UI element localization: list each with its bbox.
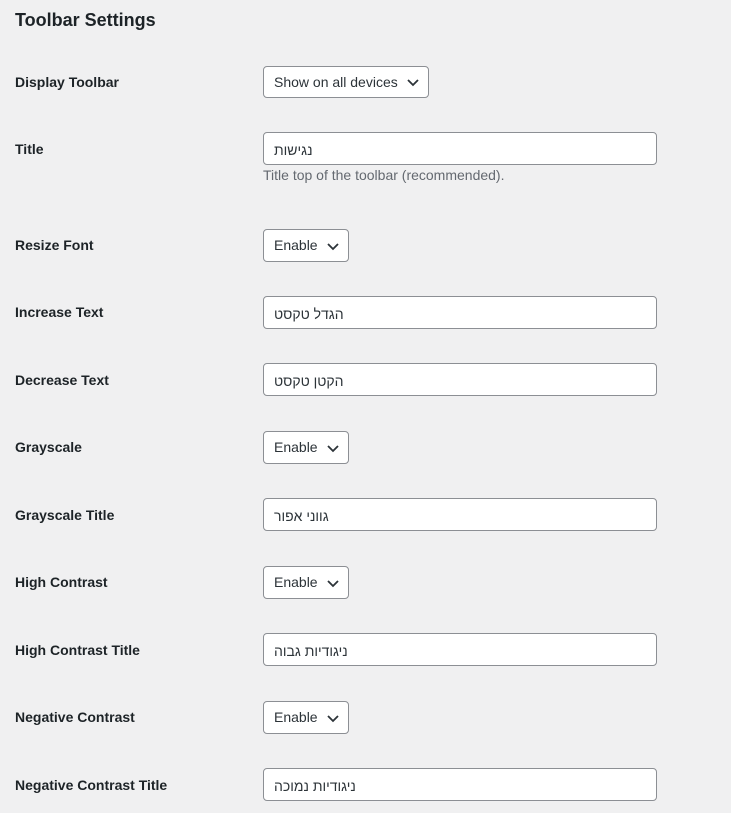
- chevron-down-icon: [406, 77, 420, 87]
- grayscale-select-value: Enable: [274, 439, 318, 455]
- high-contrast-select-value: Enable: [274, 574, 318, 590]
- chevron-down-icon: [326, 241, 340, 251]
- decrease-text-input[interactable]: [263, 363, 657, 396]
- high-contrast-title-input[interactable]: [263, 633, 657, 666]
- negative-contrast-title-input[interactable]: [263, 768, 657, 801]
- negative-contrast-select-value: Enable: [274, 709, 318, 725]
- chevron-down-icon: [326, 443, 340, 453]
- negative-contrast-label: Negative Contrast: [15, 709, 135, 725]
- negative-contrast-title-label: Negative Contrast Title: [15, 777, 168, 793]
- increase-text-label: Increase Text: [15, 304, 104, 320]
- resize-font-label: Resize Font: [15, 237, 94, 253]
- chevron-down-icon: [326, 578, 340, 588]
- grayscale-title-input[interactable]: [263, 498, 657, 531]
- decrease-text-label: Decrease Text: [15, 372, 109, 388]
- title-input-value: נגישות: [274, 142, 313, 158]
- grayscale-title-input-value: גווני אפור: [274, 508, 329, 524]
- title-description: Title top of the toolbar (recommended).: [263, 167, 505, 183]
- high-contrast-title-label: High Contrast Title: [15, 642, 140, 658]
- grayscale-label: Grayscale: [15, 439, 82, 455]
- negative-contrast-title-input-value: ניגודיות נמוכה: [274, 778, 356, 794]
- grayscale-title-label: Grayscale Title: [15, 507, 115, 523]
- display-toolbar-select[interactable]: [263, 66, 429, 98]
- decrease-text-input-value: הקטן טקסט: [274, 373, 344, 389]
- high-contrast-select[interactable]: [263, 566, 349, 599]
- title-input[interactable]: [263, 132, 657, 165]
- display-toolbar-label: Display Toolbar: [15, 74, 119, 90]
- chevron-down-icon: [326, 713, 340, 723]
- high-contrast-title-input-value: ניגודיות גבוה: [274, 643, 348, 659]
- section-title: Toolbar Settings: [15, 10, 156, 30]
- increase-text-input[interactable]: [263, 296, 657, 329]
- negative-contrast-select[interactable]: [263, 701, 349, 734]
- high-contrast-label: High Contrast: [15, 574, 108, 590]
- resize-font-select[interactable]: [263, 229, 349, 262]
- title-label: Title: [15, 141, 44, 157]
- resize-font-select-value: Enable: [274, 237, 318, 253]
- grayscale-select[interactable]: [263, 431, 349, 464]
- increase-text-input-value: הגדל טקסט: [274, 306, 344, 322]
- display-toolbar-select-value: Show on all devices: [274, 74, 398, 90]
